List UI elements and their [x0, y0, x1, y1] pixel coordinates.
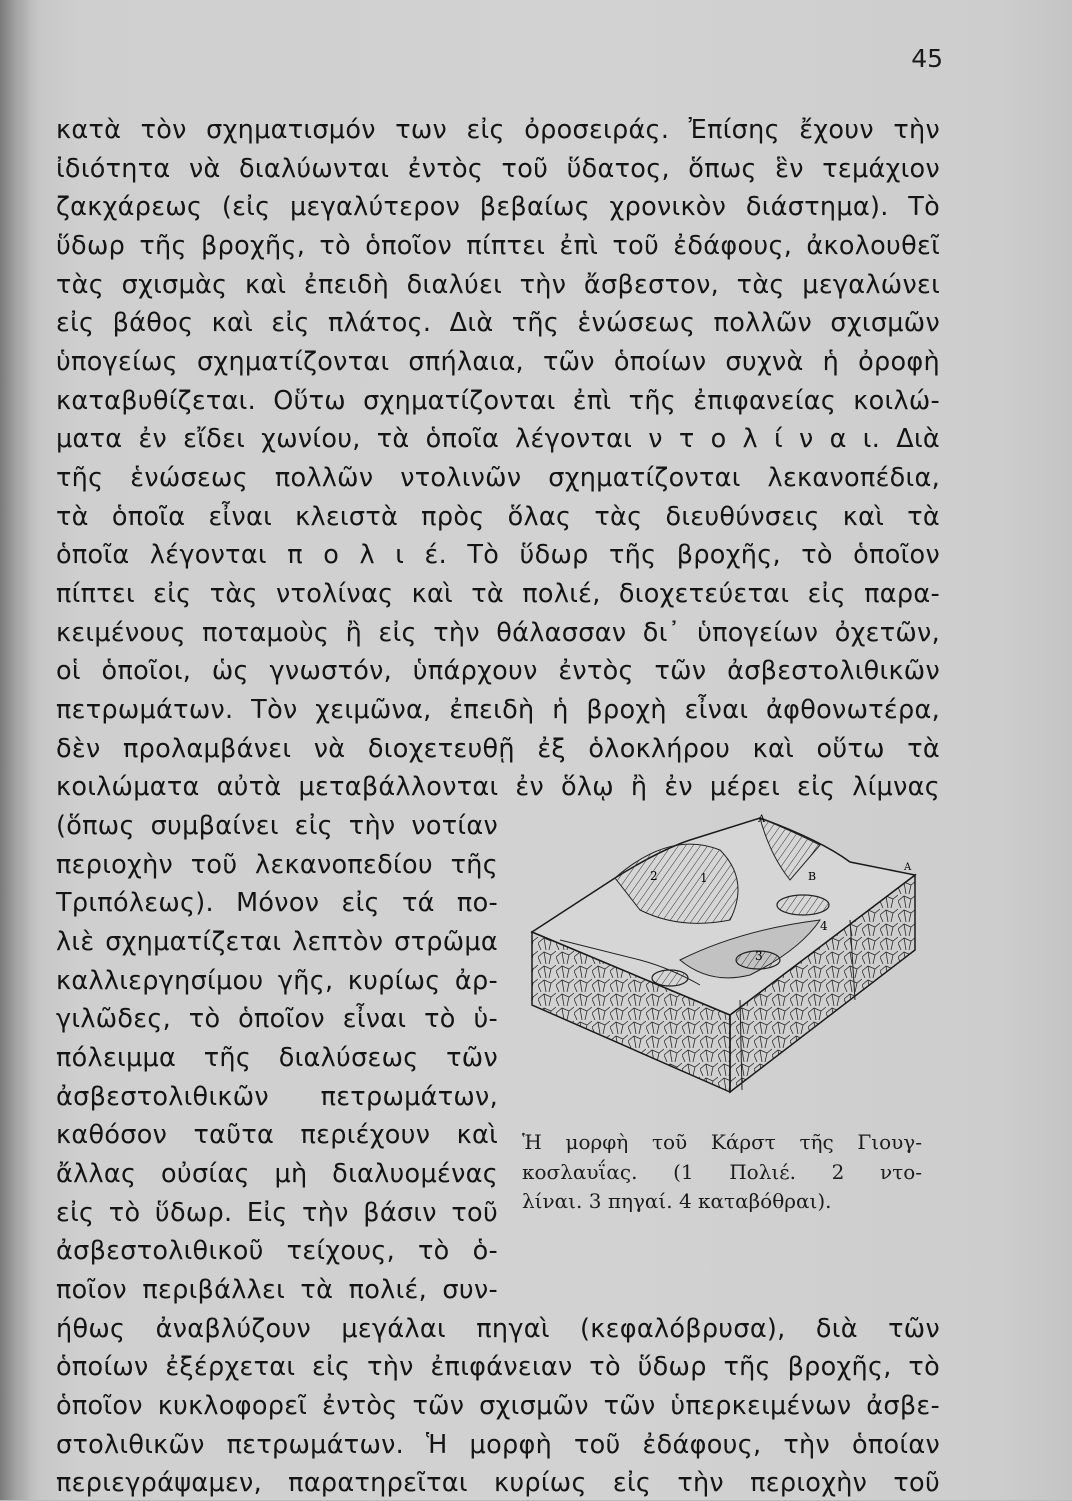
body-line: πίπτει εἰς τὰς ντολίνας καὶ τὰ πολιέ, διοχετεύεται εἰς παρα-	[56, 579, 940, 609]
body-line: ἰδιότητα νὰ διαλύωνται ἐντὸς τοῦ ὕδατος, ὅπως ἓν τεμάχιον	[56, 154, 940, 184]
wrap-line: γιλῶδες, τὸ ὁποῖον εἶναι τὸ ὑ-	[56, 1004, 498, 1034]
figure-label: Α	[758, 814, 766, 825]
wrap-line: λιὲ σχηματίζεται λεπτὸν στρῶμα	[56, 927, 498, 957]
body-line: πετρωμάτων. Τὸν χειμῶνα, ἐπειδὴ ἡ βροχὴ εἶναι ἀφθονωτέρα,	[56, 695, 940, 725]
body-line: καταβυθίζεται. Οὕτω σχηματίζονται ἐπὶ τῆς ἐπιφανείας κοιλώ-	[56, 386, 940, 416]
wrap-line: καθόσον ταῦτα περιέχουν καὶ	[56, 1120, 498, 1150]
karst-figure	[520, 810, 920, 1110]
wrap-line: ποῖον περιβάλλει τὰ πολιέ, συν-	[56, 1275, 498, 1305]
body-line: τὰ ὁποῖα εἶναι κλειστὰ πρὸς ὅλας τὰς διευθύνσεις καὶ τὰ	[56, 502, 940, 532]
body-line: ὁποῖον κυκλοφορεῖ ἐντὸς τῶν σχισμῶν τῶν ὑπερκειμένων ἀσβε-	[56, 1391, 940, 1421]
figure-label: Β	[808, 870, 817, 883]
body-line: οἱ ὁποῖοι, ὡς γνωστόν, ὑπάρχουν ἐντὸς τῶν ἀσβεστολιθικῶν	[56, 656, 940, 686]
body-line: στολιθικῶν πετρωμάτων. Ἡ μορφὴ τοῦ ἐδάφους, τὴν ὁποίαν	[56, 1430, 940, 1460]
wrap-line: Τριπόλεως). Μόνον εἰς τά πο-	[56, 888, 498, 918]
wrap-line: ἀσβεστολιθικοῦ τείχους, τὸ ὁ-	[56, 1236, 498, 1266]
wrap-line: ἄλλας οὐσίας μὴ διαλυομένας	[56, 1159, 498, 1189]
figure-caption-line: κοσλαυΐας. (1 Πολιέ. 2 ντο-	[522, 1160, 922, 1184]
body-line: ὕδωρ τῆς βροχῆς, τὸ ὁποῖον πίπτει ἐπὶ τοῦ ἐδάφους, ἀκολουθεῖ	[56, 231, 940, 261]
figure-caption-line: λίναι. 3 πηγαί. 4 καταβόθραι).	[522, 1189, 832, 1213]
body-line: κοιλώματα αὐτὰ μεταβάλλονται ἐν ὅλῳ ἢ ἐν μέρει εἰς λίμνας	[56, 772, 940, 802]
wrap-line: (ὅπως συμβαίνει εἰς τὴν νοτίαν	[56, 811, 498, 841]
figure-label: Α	[904, 862, 912, 873]
body-line: ζακχάρεως (εἰς μεγαλύτερον βεβαίως χρονικὸν διάστημα). Τὸ	[56, 192, 940, 222]
body-line: εἰς βάθος καὶ εἰς πλάτος. Διὰ τῆς ἑνώσεως πολλῶν σχισμῶν	[56, 308, 940, 338]
wrap-line: περιοχὴν τοῦ λεκανοπεδίου τῆς	[56, 850, 498, 880]
body-line: ὁποίων ἐξέρχεται εἰς τὴν ἐπιφάνειαν τὸ ὕδωρ τῆς βροχῆς, τὸ	[56, 1352, 940, 1382]
wrap-line: καλλιεργησίμου γῆς, κυρίως ἀρ-	[56, 966, 498, 996]
body-line: τὰς σχισμὰς καὶ ἐπειδὴ διαλύει τὴν ἄσβεστον, τὰς μεγαλώνει	[56, 270, 940, 300]
body-line: ὁποῖα λέγονται π ο λ ι έ. Τὸ ὕδωρ τῆς βροχῆς, τὸ ὁποῖον	[56, 540, 940, 570]
page-number: 45	[911, 44, 943, 73]
body-line: δὲν προλαμβάνει νὰ διοχετευθῇ ἐξ ὁλοκλήρου καὶ οὕτω τὰ	[56, 734, 940, 764]
body-line: κατὰ τὸν σχηματισμόν των εἰς ὀροσειράς. Ἐπίσης ἔχουν τὴν	[56, 115, 940, 145]
body-line: τῆς ἑνώσεως πολλῶν ντολινῶν σχηματίζονται λεκανοπέδια,	[56, 463, 940, 493]
figure-caption-line: Ἡ μορφὴ τοῦ Κάρστ τῆς Γιουγ-	[522, 1130, 922, 1154]
wrap-line: εἰς τὸ ὕδωρ. Εἰς τὴν βάσιν τοῦ	[56, 1198, 498, 1228]
wrap-line: ἀσβεστολιθικῶν πετρωμάτων,	[56, 1082, 498, 1112]
figure-label: 4	[820, 919, 828, 933]
body-line: περιεγράψαμεν, παρατηρεῖται κυρίως εἰς τὴν περιοχὴν τοῦ	[56, 1468, 940, 1498]
page-gutter-shadow	[0, 0, 30, 1500]
body-line: ματα ἐν εἴδει χωνίου, τὰ ὁποῖα λέγονται ν τ ο λ ί ν α ι. Διὰ	[56, 424, 940, 454]
body-line: ὑπογείως σχηματίζονται σπήλαια, τῶν ὁποίων συχνὰ ἡ ὀροφὴ	[56, 347, 940, 377]
karst-block-diagram-icon	[520, 810, 920, 1110]
body-line: κειμένους ποταμοὺς ἢ εἰς τὴν θάλασσαν δι᾽ ὑπογείων ὀχετῶν,	[56, 618, 940, 648]
body-line: ήθως ἀναβλύζουν μεγάλαι πηγαὶ (κεφαλόβρυσα), διὰ τῶν	[56, 1314, 940, 1344]
figure-label: 2	[650, 869, 658, 883]
figure-label: 1	[700, 871, 708, 885]
figure-label: 3	[755, 949, 763, 963]
wrap-line: πόλειμμα τῆς διαλύσεως τῶν	[56, 1043, 498, 1073]
